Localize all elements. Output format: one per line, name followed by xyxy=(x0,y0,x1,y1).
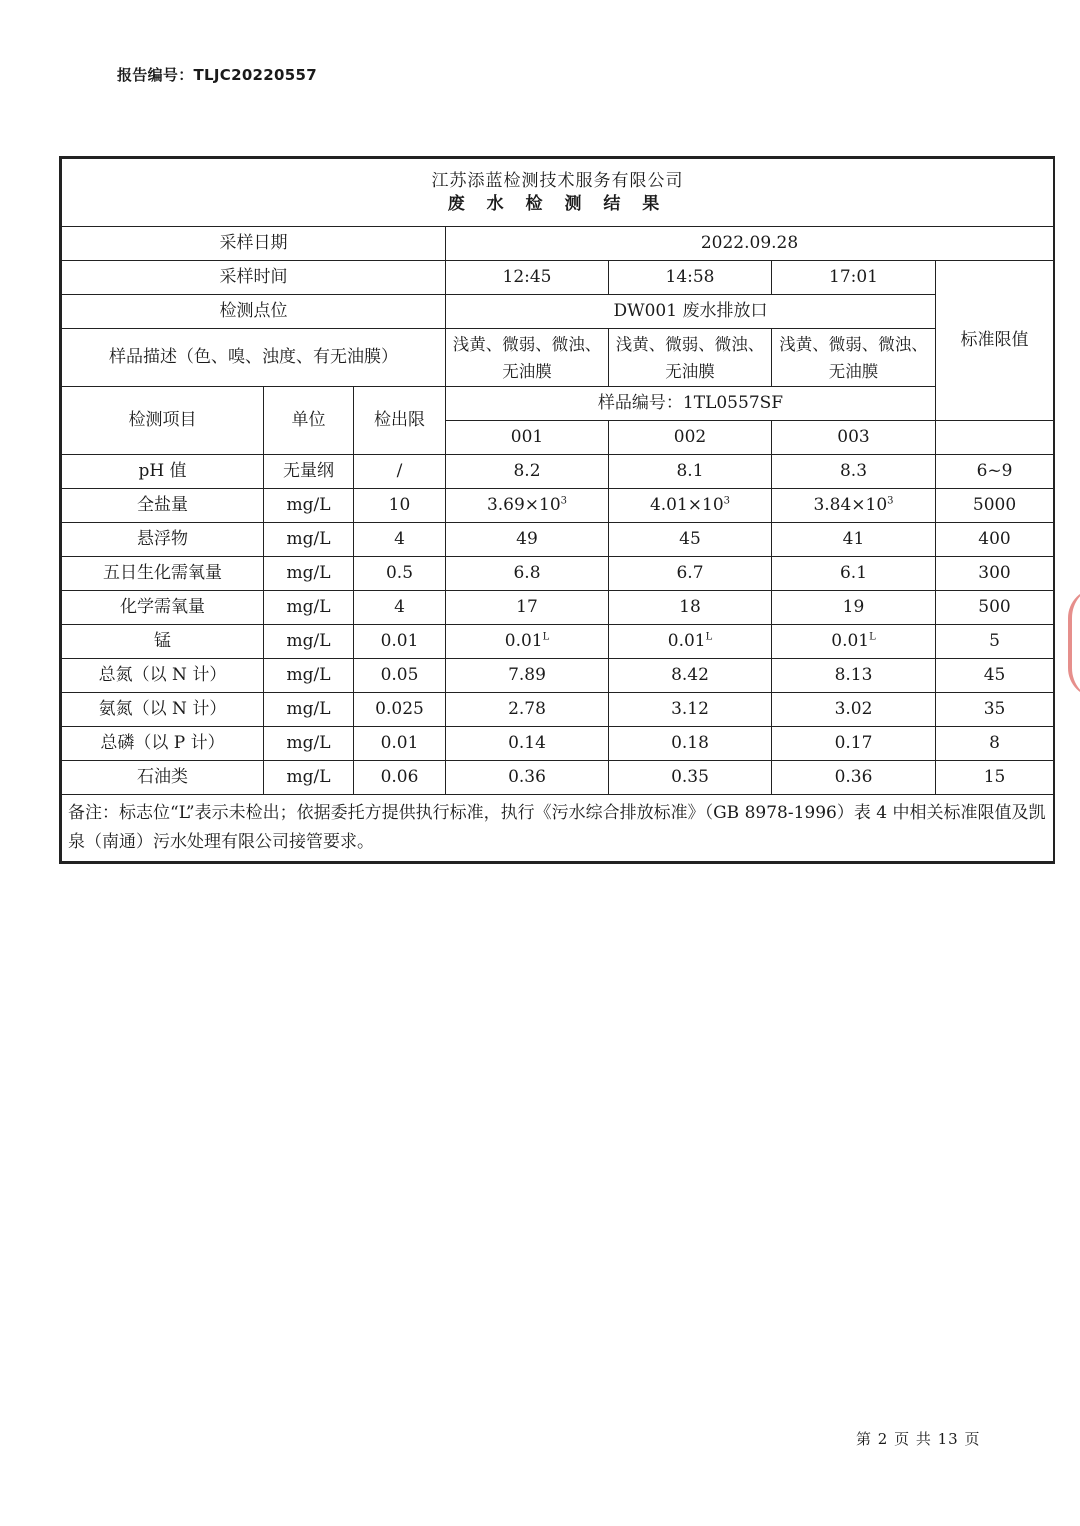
result-1: 6.8 xyxy=(446,557,609,591)
exponent: 3 xyxy=(887,495,894,507)
mantissa: 3.84×10 xyxy=(813,495,888,516)
standard-limit-header: 标准限值 xyxy=(936,261,1054,421)
value: 0.01 xyxy=(504,631,543,652)
result-3: 3.02 xyxy=(772,693,936,727)
title-row xyxy=(62,159,1054,227)
result-3: 0.36 xyxy=(772,761,936,795)
table-row xyxy=(62,489,1054,523)
sampling-time-2: 14:58 xyxy=(609,261,772,295)
result-3: 19 xyxy=(772,591,936,625)
sample-number-label: 样品编号：1TL0557SF xyxy=(446,387,936,421)
table-row xyxy=(62,455,1054,489)
sample-description-3 xyxy=(772,329,936,387)
item-unit: mg/L xyxy=(264,557,354,591)
item-detection-limit: 0.05 xyxy=(354,659,446,693)
exponent: 3 xyxy=(723,495,731,507)
not-detected-flag: L xyxy=(869,631,876,643)
result-1: 2.78 xyxy=(446,693,609,727)
result-2: 6.7 xyxy=(609,557,772,591)
item-unit: mg/L xyxy=(264,659,354,693)
monitoring-point-label: 检测点位 xyxy=(62,295,446,329)
result-2: 18 xyxy=(609,591,772,625)
result-3 xyxy=(772,489,936,523)
item-detection-limit: 0.025 xyxy=(354,693,446,727)
item-name: 石油类 xyxy=(62,761,264,795)
desc-line: 无油膜 xyxy=(828,361,879,381)
item-unit: mg/L xyxy=(264,727,354,761)
result-2 xyxy=(609,625,772,659)
result-1: 0.36 xyxy=(446,761,609,795)
item-detection-limit: / xyxy=(354,455,446,489)
sample-id-1: 001 xyxy=(446,421,609,455)
desc-line: 浅黄、微弱、微浊、 xyxy=(615,334,765,354)
result-1: 0.14 xyxy=(446,727,609,761)
sample-description-1 xyxy=(446,329,609,387)
item-unit: 无量纲 xyxy=(264,455,354,489)
table-subtitle: 废 水 检 测 结 果 xyxy=(447,193,668,214)
sample-description-2 xyxy=(609,329,772,387)
result-1 xyxy=(446,625,609,659)
table-row xyxy=(62,693,1054,727)
result-3: 6.1 xyxy=(772,557,936,591)
result-2: 8.42 xyxy=(609,659,772,693)
standard-limit: 5 xyxy=(936,625,1054,659)
desc-line: 浅黄、微弱、微浊、 xyxy=(452,334,602,354)
remarks: 备注：标志位“L”表示未检出；依据委托方提供执行标准，执行《污水综合排放标准》（GB 8978-1996）表 4 中相关标准限值及凯泉（南通）污水处理有限公司接管要求。 xyxy=(62,795,1054,862)
standard-limit: 15 xyxy=(936,761,1054,795)
item-name: 总磷（以 P 计） xyxy=(62,727,264,761)
result-2: 8.1 xyxy=(609,455,772,489)
company-name: 江苏添蓝检测技术服务有限公司 xyxy=(431,170,684,191)
item-name: 锰 xyxy=(62,625,264,659)
item-detection-limit: 0.01 xyxy=(354,625,446,659)
test-item-header: 检测项目 xyxy=(62,387,264,455)
item-name: 全盐量 xyxy=(62,489,264,523)
point-row xyxy=(62,295,1054,329)
standard-limit: 35 xyxy=(936,693,1054,727)
table-row xyxy=(62,659,1054,693)
item-name: 化学需氧量 xyxy=(62,591,264,625)
result-3: 41 xyxy=(772,523,936,557)
standard-limit: 8 xyxy=(936,727,1054,761)
standard-limit: 500 xyxy=(936,591,1054,625)
sampling-date-value: 2022.09.28 xyxy=(446,227,1054,261)
table-row xyxy=(62,727,1054,761)
item-detection-limit: 10 xyxy=(354,489,446,523)
item-name: 氨氮（以 N 计） xyxy=(62,693,264,727)
time-row xyxy=(62,261,1054,295)
sampling-time-1: 12:45 xyxy=(446,261,609,295)
result-1: 8.2 xyxy=(446,455,609,489)
seal-stamp-edge xyxy=(1068,588,1080,698)
monitoring-point-value: DW001 废水排放口 xyxy=(446,295,936,329)
item-name: 总氮（以 N 计） xyxy=(62,659,264,693)
table-row xyxy=(62,625,1054,659)
standard-limit: 300 xyxy=(936,557,1054,591)
unit-header: 单位 xyxy=(264,387,354,455)
sample-id-2: 002 xyxy=(609,421,772,455)
result-3: 8.3 xyxy=(772,455,936,489)
report-number: 报告编号：TLJC20220557 xyxy=(117,66,317,84)
sample-id-spacer xyxy=(936,421,1054,455)
sampling-date-label: 采样日期 xyxy=(62,227,446,261)
sampling-time-3: 17:01 xyxy=(772,261,936,295)
item-unit: mg/L xyxy=(264,693,354,727)
desc-line: 无油膜 xyxy=(502,361,552,381)
desc-line: 浅黄、微弱、微浊、 xyxy=(779,334,928,354)
sampling-time-label: 采样时间 xyxy=(62,261,446,295)
table-row xyxy=(62,591,1054,625)
item-name: pH 值 xyxy=(62,455,264,489)
result-1 xyxy=(446,489,609,523)
item-detection-limit: 0.06 xyxy=(354,761,446,795)
result-2: 0.18 xyxy=(609,727,772,761)
standard-limit: 5000 xyxy=(936,489,1054,523)
standard-limit: 400 xyxy=(936,523,1054,557)
mantissa: 4.01×10 xyxy=(649,495,724,516)
item-name: 悬浮物 xyxy=(62,523,264,557)
result-3 xyxy=(772,625,936,659)
table-row xyxy=(62,523,1054,557)
table-row xyxy=(62,761,1054,795)
result-3: 0.17 xyxy=(772,727,936,761)
item-unit: mg/L xyxy=(264,625,354,659)
standard-limit: 45 xyxy=(936,659,1054,693)
result-2: 45 xyxy=(609,523,772,557)
wastewater-results-table xyxy=(61,158,1054,862)
not-detected-flag: L xyxy=(542,631,550,643)
page-number: 第 2 页 共 13 页 xyxy=(856,1430,981,1448)
result-2: 3.12 xyxy=(609,693,772,727)
title-cell xyxy=(62,159,1054,227)
item-name: 五日生化需氧量 xyxy=(62,557,264,591)
item-detection-limit: 0.01 xyxy=(354,727,446,761)
item-unit: mg/L xyxy=(264,761,354,795)
item-detection-limit: 4 xyxy=(354,591,446,625)
item-unit: mg/L xyxy=(264,591,354,625)
description-row xyxy=(62,329,1054,387)
result-2 xyxy=(609,489,772,523)
result-1: 17 xyxy=(446,591,609,625)
sample-id-3: 003 xyxy=(772,421,936,455)
mantissa: 3.69×10 xyxy=(486,495,561,516)
sample-description-label: 样品描述（色、嗅、浊度、有无油膜） xyxy=(62,329,446,387)
column-header-row xyxy=(62,387,1054,421)
result-2: 0.35 xyxy=(609,761,772,795)
item-detection-limit: 4 xyxy=(354,523,446,557)
results-table-frame xyxy=(59,156,1055,864)
not-detected-flag: L xyxy=(705,631,713,643)
result-3: 8.13 xyxy=(772,659,936,693)
standard-limit: 6~9 xyxy=(936,455,1054,489)
item-unit: mg/L xyxy=(264,523,354,557)
result-1: 7.89 xyxy=(446,659,609,693)
exponent: 3 xyxy=(560,495,568,507)
result-1: 49 xyxy=(446,523,609,557)
desc-line: 无油膜 xyxy=(665,361,715,381)
value: 0.01 xyxy=(667,631,706,652)
detection-limit-header: 检出限 xyxy=(354,387,446,455)
table-row xyxy=(62,557,1054,591)
item-detection-limit: 0.5 xyxy=(354,557,446,591)
note-row xyxy=(62,795,1054,862)
value: 0.01 xyxy=(831,631,870,652)
item-unit: mg/L xyxy=(264,489,354,523)
date-row xyxy=(62,227,1054,261)
